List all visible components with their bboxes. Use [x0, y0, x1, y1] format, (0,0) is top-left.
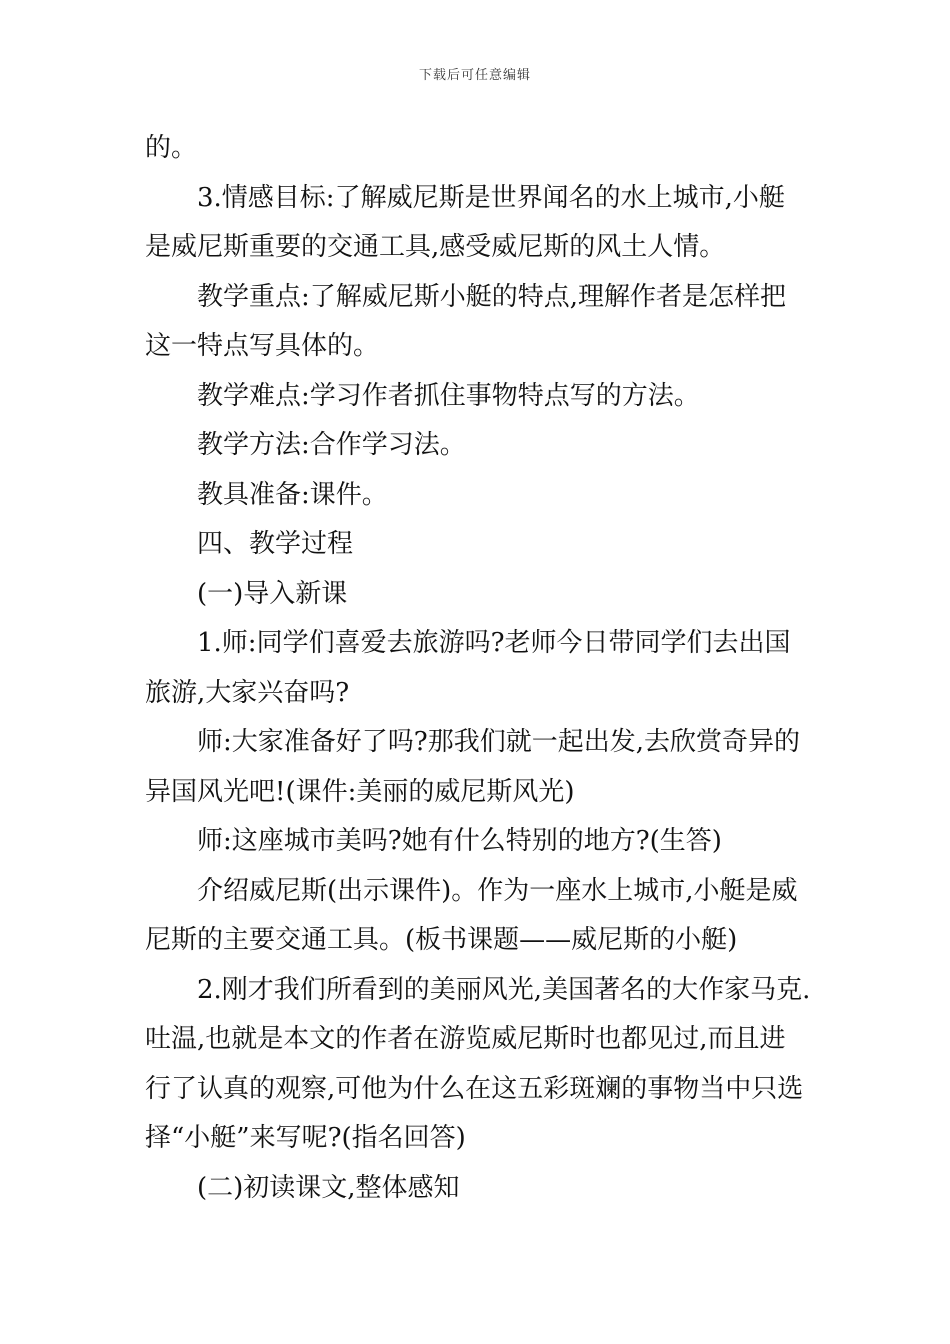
text-line: 是威尼斯重要的交通工具,感受威尼斯的风土人情。 — [145, 232, 726, 262]
text-line: 教学重点:了解威尼斯小艇的特点,理解作者是怎样把 — [197, 281, 787, 312]
text-line: 教学难点:学习作者抓住事物特点写的方法。 — [197, 380, 700, 411]
text-line: 这一特点写具体的。 — [145, 331, 380, 361]
text-line: 师:这座城市美吗?她有什么特别的地方?(生答) — [197, 826, 722, 856]
subsection-heading: (二)初读课文,整体感知 — [197, 1172, 460, 1203]
subsection-heading: (一)导入新课 — [197, 578, 348, 609]
page-header: 下载后可任意编辑 — [418, 68, 531, 83]
text-line: 教学方法:合作学习法。 — [197, 430, 466, 460]
text-line: 介绍威尼斯(出示课件)。作为一座水上城市,小艇是威 — [197, 875, 798, 906]
text-line: 3.情感目标:了解威尼斯是世界闻名的水上城市,小艇 — [197, 182, 785, 213]
text-line: 教具准备:课件。 — [197, 479, 388, 510]
section-heading: 四、教学过程 — [197, 529, 354, 559]
text-line: 择“小艇”来写呢?(指名回答) — [145, 1123, 466, 1153]
text-line: 行了认真的观察,可他为什么在这五彩斑斓的事物当中只选 — [145, 1073, 804, 1104]
text-line: 的。 — [145, 133, 198, 163]
text-line: 旅游,大家兴奋吗? — [145, 677, 350, 708]
text-line: 尼斯的主要交通工具。(板书课题——威尼斯的小艇) — [145, 925, 738, 955]
text-line: 2.刚才我们所看到的美丽风光,美国著名的大作家马克. — [197, 974, 811, 1005]
document-body — [145, 124, 813, 1213]
text-line: 吐温,也就是本文的作者在游览威尼斯时也都见过,而且进 — [145, 1024, 786, 1054]
text-line: 1.师:同学们喜爱去旅游吗?老师今日带同学们去出国 — [197, 628, 791, 658]
text-line: 异国风光吧!(课件:美丽的威尼斯风光) — [145, 776, 575, 807]
text-line: 师:大家准备好了吗?那我们就一起出发,去欣赏奇异的 — [197, 727, 800, 757]
